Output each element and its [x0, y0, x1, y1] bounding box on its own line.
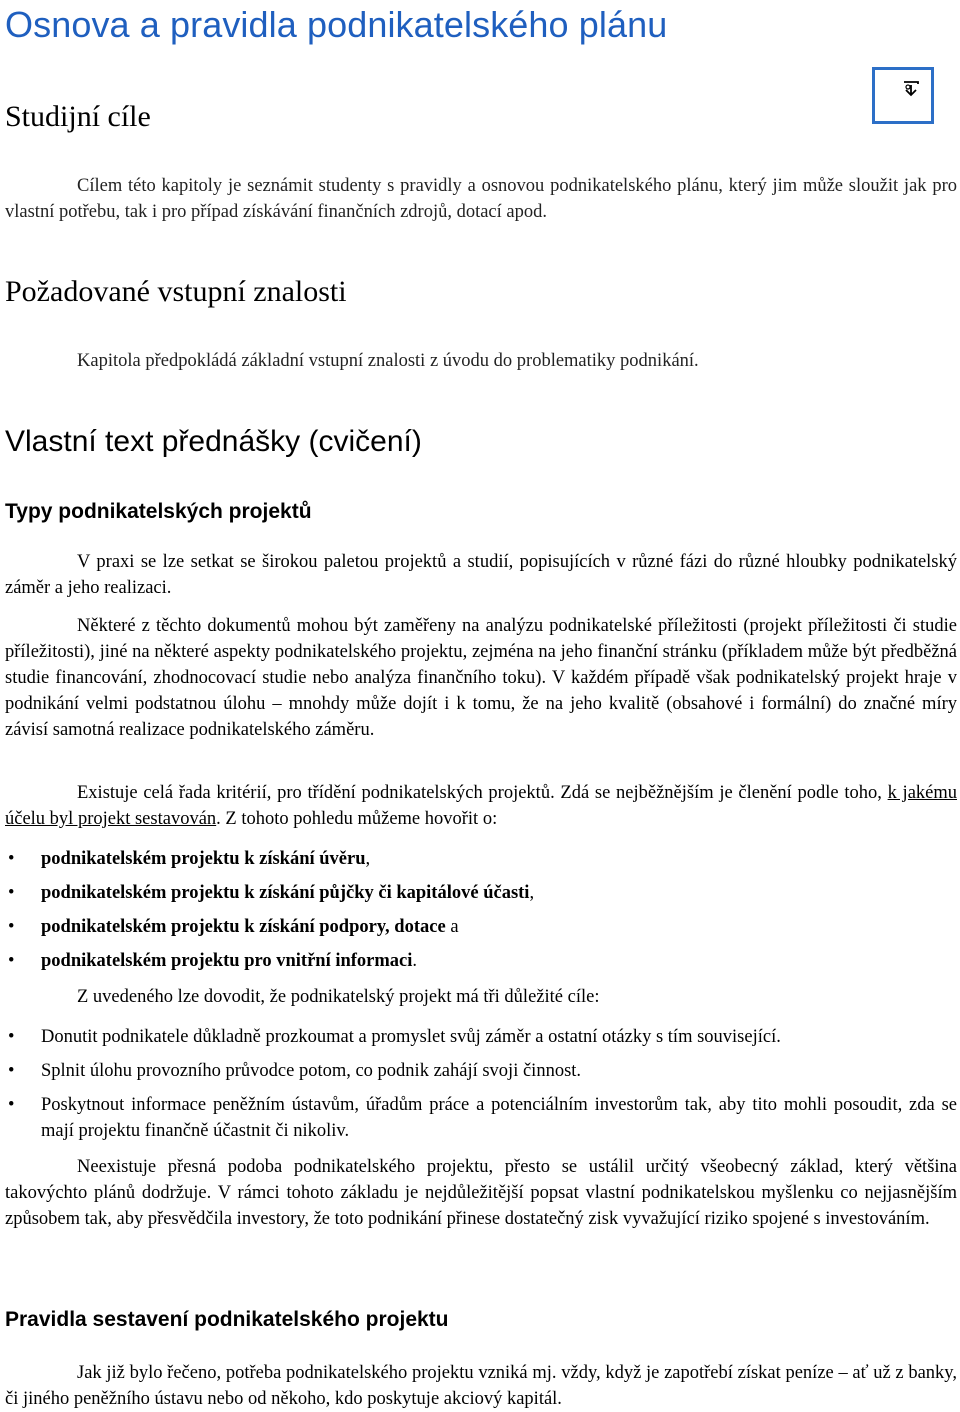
list-item: • podnikatelském projektu k získání úvěru, [8, 849, 371, 869]
list-item: • podnikatelském projektu pro vnitřní informaci. [8, 951, 418, 971]
paragraph-5: Neexistuje přesná podoba podnikatelského projektu, přesto se ustálil určitý všeobecný základ, který většina takovýchto plánů dodržuje. V rámci tohoto základu je nejdůležitější popsat vlastní podnikatelskou myšlenku co nejjasnějším způsobem tak, aby přesvědčila investory, že toto podnikání přinese dostatečný zisk vyvažující riziko spojené s investováním. [5, 1157, 957, 1229]
study-goals-heading: Studijní cíle [5, 100, 151, 133]
target-pointer-icon [872, 67, 934, 124]
rules-heading: Pravidla sestavení podnikatelského projektu [5, 1308, 449, 1331]
paragraph-1: V praxi se lze setkat se širokou paletou projektů a studií, popisujících v různé fázi do různé hloubky podnikatelský záměr a jeho realizaci. [5, 552, 957, 598]
lecture-heading: Vlastní text přednášky (cvičení) [5, 425, 422, 458]
project-types-heading: Typy podnikatelských projektů [5, 500, 312, 523]
study-goals-text: Cílem této kapitoly je seznámit studenty s pravidly a osnovou podnikatelského plánu, který jim může sloužit jak pro vlastní potřebu, tak i pro případ získávání finančních zdrojů, dotací apod. [5, 176, 957, 222]
prerequisites-heading: Požadované vstupní znalosti [5, 275, 347, 308]
list-item: • podnikatelském projektu k získání podpory, dotace a [8, 917, 459, 937]
paragraph-6: Jak již bylo řečeno, potřeba podnikatelského projektu vzniká mj. vždy, když je zapotřebí získat peníze – ať už z banky, či jiného peněžního ústavu nebo od někoho, kdo poskytuje akciový kapitál. [5, 1363, 957, 1409]
list-item: • Splnit úlohu provozního průvodce potom, co podnik zahájí svoji činnost. [8, 1061, 582, 1081]
paragraph-2: Některé z těchto dokumentů mohou být zaměřeny na analýzu podnikatelské příležitosti (projekt příležitosti či studie příležitosti), jiné na některé aspekty podnikatelského projektu, zejména na jeho finanční stránku (příkladem může být předběžná studie financování, zhodnocovací studie nebo analýza finančního toku). V každém případě však podnikatelský projekt hraje v podnikání velmi podstatnou úlohu – mnohdy může dojít i k tomu, že na jeho kvalitě (obsahové i formální) do značné míry závisí samotná realizace podnikatelského záměru. [5, 616, 957, 740]
list-item: • podnikatelském projektu k získání půjčky či kapitálové účasti, [8, 883, 535, 903]
project-types-list [5, 846, 957, 982]
page-title: Osnova a pravidla podnikatelského plánu [5, 4, 668, 45]
underlined-phrase: k jakému účelu byl projekt sestavován [5, 783, 958, 829]
paragraph-4: Z uvedeného lze dovodit, že podnikatelský projekt má tři důležité cíle: [77, 987, 600, 1007]
list-item: • Donutit podnikatele důkladně prozkoumat a promyslet svůj záměr a ostatní otázky s tím související. [8, 1027, 781, 1047]
prerequisites-text: Kapitola předpokládá základní vstupní znalosti z úvodu do problematiky podnikání. [77, 351, 699, 371]
goals-list [5, 1024, 957, 1152]
paragraph-3: Existuje celá řada kritérií, pro třídění podnikatelských projektů. Zdá se nejběžnějším je členění podle toho, k jakému účelu byl projekt sestavován. Z tohoto pohledu můžeme hovořit o: [5, 783, 958, 829]
list-item: • Poskytnout informace peněžním ústavům, úřadům práce a potenciálním investorům tak, aby tito mohli posoudit, zda se mají projektu finančně účastnit či nikoliv. [8, 1095, 957, 1141]
